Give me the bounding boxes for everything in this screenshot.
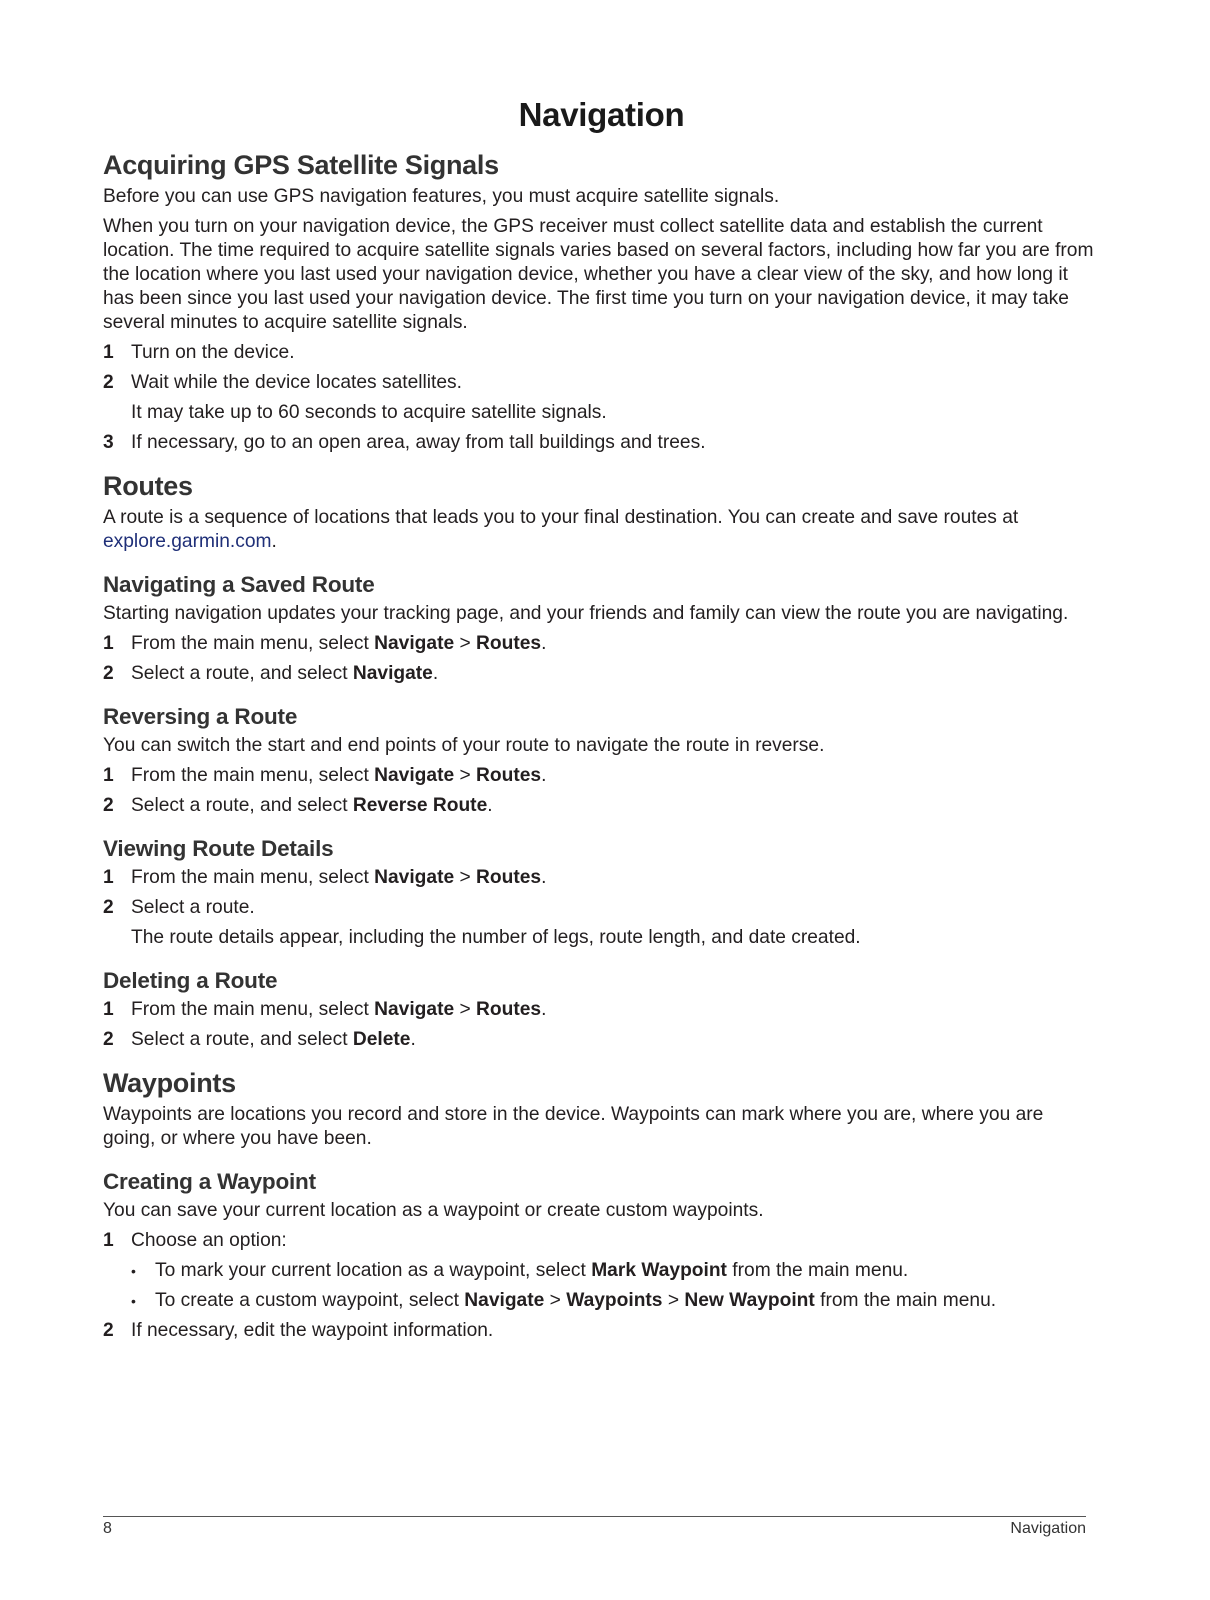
gps-heading: Acquiring GPS Satellite Signals (103, 150, 499, 180)
waypoints-paragraph: Waypoints are locations you record and store in the device. Waypoints can mark where you are, where you are going, or where you have been. (103, 1104, 1044, 1149)
saved-route-heading: Navigating a Saved Route (103, 572, 375, 597)
list-item: 1 From the main menu, select Navigate > Routes. (103, 633, 547, 654)
routes-intro: A route is a sequence of locations that leads you to your final destination. You can create and save routes at explore.garmin.com. (103, 507, 1019, 552)
delete-route-steps (103, 998, 1100, 1052)
step-number: 1 (103, 633, 114, 654)
bullet-icon: • (131, 1263, 136, 1279)
list-item: 1 From the main menu, select Navigate > Routes. (103, 867, 547, 888)
step-number: 3 (103, 432, 114, 453)
list-item: 2 Select a route, and select Delete. (103, 1029, 416, 1050)
document-page (103, 96, 1100, 1349)
step-number: 1 (103, 867, 114, 888)
saved-route-paragraph: Starting navigation updates your tracking page, and your friends and family can view the route you are navigating. (103, 603, 1069, 624)
list-item: 1 From the main menu, select Navigate > Routes. (103, 999, 547, 1020)
create-waypoint-steps (103, 1229, 1100, 1343)
reverse-route-heading: Reversing a Route (103, 704, 298, 729)
page-footer (103, 1516, 1086, 1537)
delete-route-heading: Deleting a Route (103, 968, 278, 993)
gps-steps (103, 341, 1100, 455)
list-item: 2 Select a route, and select Navigate. (103, 663, 439, 684)
step-number: 2 (103, 1029, 114, 1050)
bullet-icon: • (131, 1293, 136, 1309)
list-item: 2 If necessary, edit the waypoint information. (103, 1320, 494, 1341)
step-number: 1 (103, 342, 114, 363)
route-details-heading: Viewing Route Details (103, 836, 334, 861)
routes-heading: Routes (103, 471, 193, 501)
list-item: 3 If necessary, go to an open area, away from tall buildings and trees. (103, 432, 706, 453)
step-note: It may take up to 60 seconds to acquire satellite signals. (131, 402, 607, 423)
page-title: Navigation (518, 96, 685, 133)
list-item: • To mark your current location as a waypoint, select Mark Waypoint from the main menu. (131, 1260, 909, 1281)
footer-section-title: Navigation (1010, 1520, 1086, 1537)
saved-route-steps (103, 632, 1100, 686)
step-number: 1 (103, 999, 114, 1020)
gps-paragraph-2: When you turn on your navigation device, the GPS receiver must collect satellite data and establish the current location. The time required to acquire satellite signals varies based on several factors, including how far you are from the location where you last used your navigation device, whether you have a clear view of the sky, and how long it has been since you last used your navigation device. The first time you turn on your navigation device, it may take several minutes to acquire satellite signals. (103, 216, 1094, 333)
list-item: 1 Choose an option: • To mark your current location as a waypoint, select Mark Waypoint from the main menu. • To create a custom waypoint, select Navigate > Waypoints > New Waypoint from the main menu. (103, 1229, 1100, 1313)
step-number: 2 (103, 372, 114, 393)
list-item: 2 Wait while the device locates satellites. It may take up to 60 seconds to acquire satellite signals. (103, 371, 1100, 425)
step-number: 2 (103, 897, 114, 918)
list-item: 2 Select a route, and select Reverse Route. (103, 795, 493, 816)
list-item: • To create a custom waypoint, select Navigate > Waypoints > New Waypoint from the main menu. (131, 1290, 997, 1311)
step-note: The route details appear, including the number of legs, route length, and date created. (131, 927, 861, 948)
create-waypoint-heading: Creating a Waypoint (103, 1169, 316, 1194)
gps-paragraph-1: Before you can use GPS navigation features, you must acquire satellite signals. (103, 186, 780, 207)
page-number: 8 (103, 1520, 112, 1537)
reverse-route-paragraph: You can switch the start and end points of your route to navigate the route in reverse. (103, 735, 825, 756)
reverse-route-steps (103, 764, 1100, 818)
list-item: 2 Select a route. The route details appear, including the number of legs, route length, and date created. (103, 896, 1100, 950)
step-number: 2 (103, 663, 114, 684)
explore-garmin-link[interactable]: explore.garmin.com (103, 531, 272, 552)
create-waypoint-paragraph: You can save your current location as a waypoint or create custom waypoints. (103, 1200, 764, 1221)
list-item: 1 Turn on the device. (103, 342, 295, 363)
step-number: 1 (103, 765, 114, 786)
route-details-steps (103, 866, 1100, 950)
step-number: 1 (103, 1230, 114, 1251)
option-list (131, 1259, 1100, 1313)
step-number: 2 (103, 1320, 114, 1341)
waypoints-heading: Waypoints (103, 1068, 236, 1098)
step-number: 2 (103, 795, 114, 816)
list-item: 1 From the main menu, select Navigate > Routes. (103, 765, 547, 786)
